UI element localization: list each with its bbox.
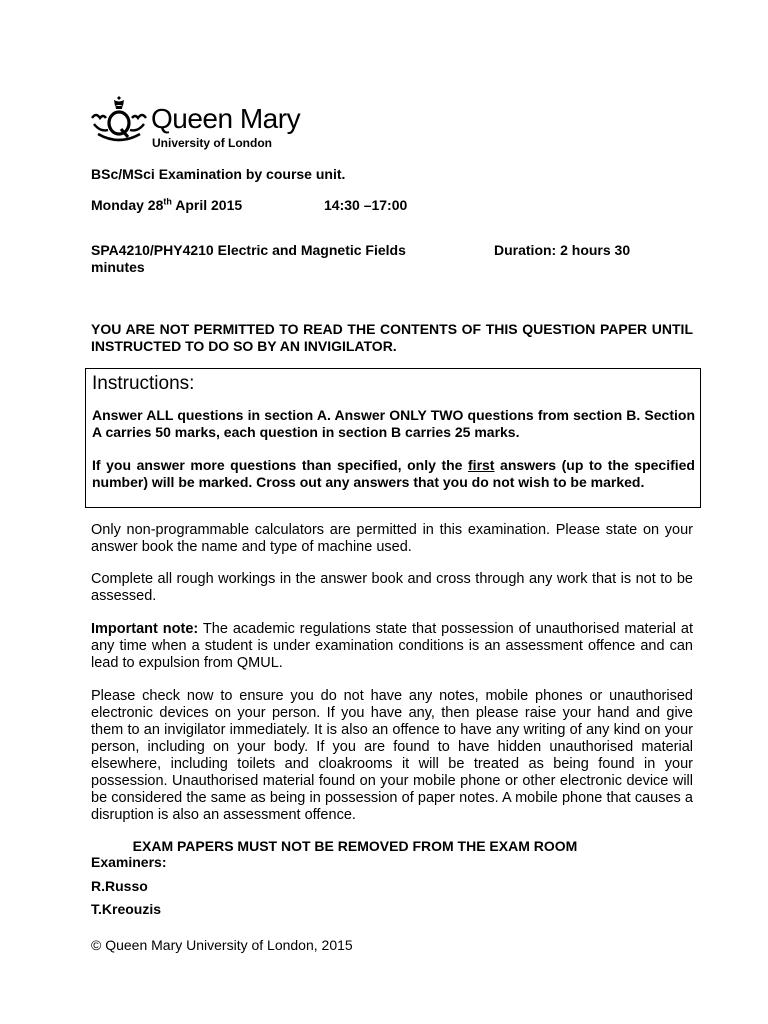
- instructions-answer-rule: Answer ALL questions in section A. Answer ONLY TWO questions from section B. Section A carries 50 marks, each question in section B carries 25 marks.: [92, 407, 695, 440]
- exam-date: [91, 197, 242, 214]
- marking-rule-part1: If you answer more questions than specified, only the: [92, 457, 469, 473]
- exam-date-day: Monday 28: [91, 197, 164, 213]
- exam-time: 14:30 –17:00: [324, 197, 408, 213]
- important-note-text: The academic regulations state that possession of unauthorised material at any time when a student is under examination conditions is an assessment offence and can lead to expulsion from QMUL.: [91, 621, 694, 671]
- course-title: SPA4210/PHY4210 Electric and Magnetic Fields: [91, 242, 406, 258]
- exam-type: BSc/MSci Examination by course unit.: [91, 166, 346, 182]
- examiner-name: T.Kreouzis: [91, 901, 162, 917]
- university-logo: [90, 96, 320, 152]
- important-note-label: Important note:: [91, 621, 199, 637]
- exam-duration: Duration: 2 hours 30: [494, 242, 631, 258]
- calculator-policy: Only non-programmable calculators are permitted in this examination. Please state on your answer book the name and type of machine used.: [91, 522, 693, 555]
- crown-crest-icon: [90, 96, 148, 146]
- instructions-title: Instructions:: [92, 373, 195, 394]
- unauthorised-material-notice: Please check now to ensure you do not have any notes, mobile phones or unauthorised electronic devices on your person. If you have any, then please raise your hand and give them to an invigilator immediately. It is also an offence to have any writing of any kind on your person, including on your body. If you are found to have hidden unauthorised material elsewhere, including toilets and cloakrooms it will be treated as being found in your possession. Unauthorised material found on your mobile phone or other electronic device will be considered the same as being in possession of paper notes. A mobile phone that causes a disruption is also an assessment offence.: [91, 688, 693, 823]
- examiners-label: Examiners:: [91, 854, 167, 870]
- instructions-box: [85, 368, 701, 508]
- important-note: [91, 621, 693, 672]
- exam-duration-continued: minutes: [91, 259, 145, 275]
- exam-date-rest: April 2015: [171, 197, 243, 213]
- logo-name: Queen Mary: [151, 103, 301, 134]
- examiner-name: R.Russo: [91, 878, 148, 894]
- marking-rule-part2: answers (up to the specified number) will be marked. Cross out any answers that you do not wish to be marked.: [92, 457, 695, 490]
- marking-rule-emphasis: first: [468, 457, 495, 473]
- exam-room-notice: EXAM PAPERS MUST NOT BE REMOVED FROM THE EXAM ROOM: [132, 838, 578, 854]
- instructions-marking-rule: [92, 457, 695, 491]
- reading-warning: YOU ARE NOT PERMITTED TO READ THE CONTENTS OF THIS QUESTION PAPER UNTIL INSTRUCTED TO DO SO BY AN INVIGILATOR.: [91, 321, 693, 354]
- copyright-notice: © Queen Mary University of London, 2015: [91, 937, 353, 953]
- rough-workings-note: Complete all rough workings in the answer book and cross through any work that is not to be assessed.: [91, 571, 693, 604]
- logo-subtitle: University of London: [152, 136, 272, 150]
- exam-date-suffix: th: [163, 196, 172, 207]
